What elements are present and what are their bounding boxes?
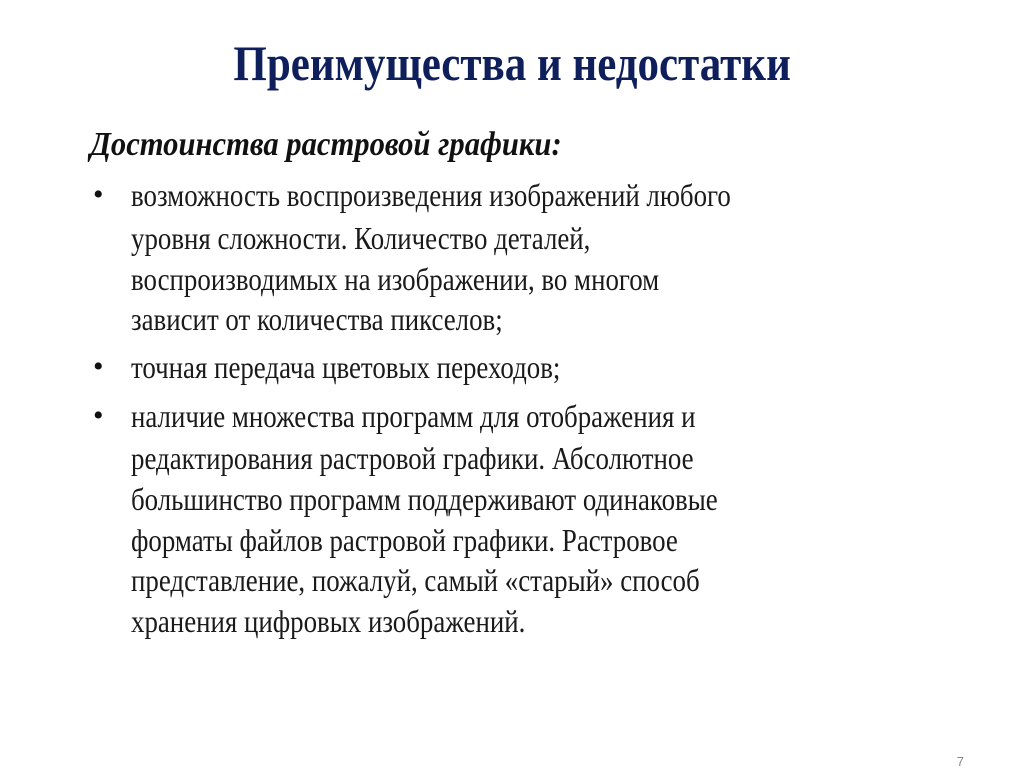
bullet-icon: • (93, 399, 104, 432)
list-item-2-line-1: точная передача цветовых переходов; (131, 349, 561, 385)
bullet-icon: • (93, 178, 104, 211)
section-heading: Достоинства растровой графики: (90, 126, 562, 163)
list-item-1-line-2: уровня сложности. Количество деталей, (131, 220, 591, 256)
list-item-3-line-1: наличие множества программ для отображения и (131, 398, 696, 434)
bullet-icon: • (93, 350, 104, 383)
list-item-3-line-3: большинство программ поддерживают одинаковые (131, 481, 718, 517)
list-item-3-line-4: форматы файлов растровой графики. Растровое (131, 522, 678, 558)
list-item-3-line-6: хранения цифровых изображений. (131, 603, 526, 639)
list-item-3-line-5: представление, пожалуй, самый «старый» способ (131, 562, 700, 598)
list-item-1-line-1: возможность воспроизведения изображений любого (131, 177, 731, 213)
list-item-1-line-4: зависит от количества пикселов; (131, 301, 503, 337)
page-number: 7 (956, 754, 964, 769)
list-item-1-line-3: воспроизводимых на изображении, во многом (131, 261, 660, 297)
slide-title (0, 28, 1024, 98)
slide-title-text: Преимущества и недостатки (233, 35, 791, 91)
list-item-3-line-2: редактирования растровой графики. Абсолютное (131, 440, 694, 476)
